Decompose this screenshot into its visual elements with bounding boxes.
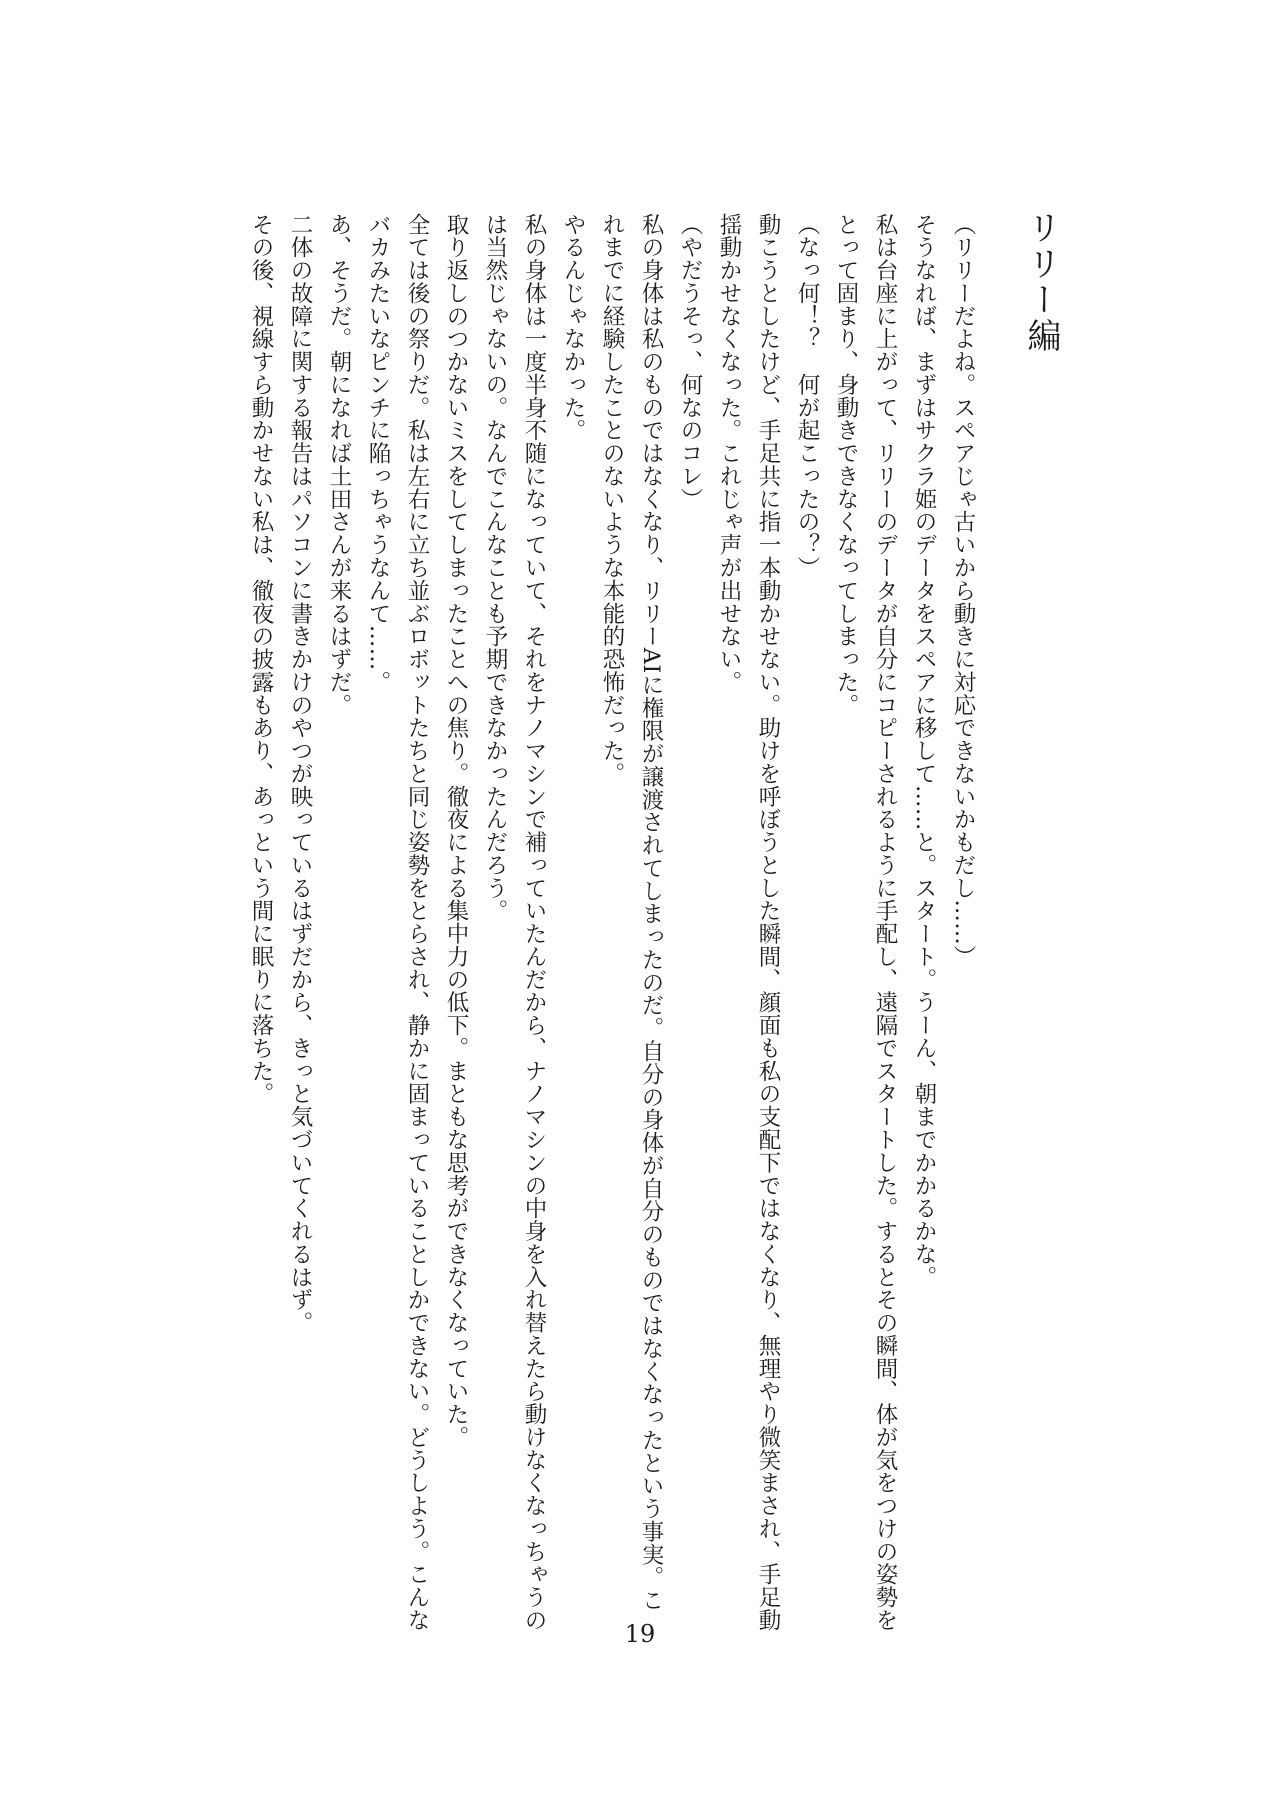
text-line: あ、そうだ。朝になれば土田さんが来るはずだ。 — [326, 213, 352, 717]
text-line: は当然じゃないの。なんでこんなことも予期できなかったんだろう。 — [482, 213, 508, 923]
text-line: 私は台座に上がって、リリーのデータが自分にコピーされるように手配し、遠隔でスタートした。するとその瞬間、体が気をつけの姿勢を — [872, 213, 898, 1632]
text-line: （やだうそっ、何なのコレ） — [677, 213, 703, 511]
text-line: 取り返しのつかないミスをしてしまったことへの焦り。徹夜による集中力の低下。まともな思考ができなくなっていた。 — [443, 213, 469, 1449]
text-line: 私の身体は私のものではなくなり、リリーAIに権限が譲渡されてしまったのだ。自分の身体が自分のものではなくなったという事実。こ — [638, 213, 664, 1612]
text-line: （リリーだよね。スペアじゃ古いから動きに対応できないかもだし……） — [950, 213, 976, 969]
chapter-title: リリー編 — [1021, 210, 1061, 354]
text-line: 動こうとしたけど、手足共に指一本動かせない。助けを呼ぼうとした瞬間、顔面も私の支配下ではなくなり、無理やり微笑まされ、手足動 — [755, 213, 781, 1632]
text-line: バカみたいなピンチに陥っちゃうなんて……。 — [365, 213, 391, 694]
text-line: れまでに経験したことのないような本能的恐怖だった。 — [599, 213, 625, 785]
text-line: その後、視線すら動かせない私は、徹夜の披露もあり、あっという間に眠りに落ちた。 — [248, 213, 274, 1106]
text-line: とって固まり、身動きできなくなってしまった。 — [833, 213, 859, 717]
body-text — [241, 213, 982, 1632]
text-line: やるんじゃなかった。 — [560, 213, 586, 442]
text-line: 私の身体は一度半身不随になっていて、それをナノマシンで補っていたんだから、ナノマシンの中身を入れ替えたら動けなくなっちゃうの — [521, 213, 547, 1632]
text-line: （なっ何！？ 何が起こったの？） — [794, 213, 820, 580]
text-line: そうなれば、まずはサクラ姫のデータをスペアに移して……と。スタート。うーん、朝までかかるかな。 — [911, 213, 937, 1289]
text-line: 揺動かせなくなった。これじゃ声が出せない。 — [716, 213, 742, 694]
text-line: 全ては後の祭りだ。私は左右に立ち並ぶロボットたちと同じ姿勢をとらされ、静かに固まっていることしかできない。どうしよう。こんな — [404, 213, 430, 1632]
page-number: 19 — [624, 1620, 656, 1648]
text-line: 二体の故障に関する報告はパソコンに書きかけのやつが映っているはずだから、きっと気づいてくれるはず。 — [287, 213, 313, 1335]
